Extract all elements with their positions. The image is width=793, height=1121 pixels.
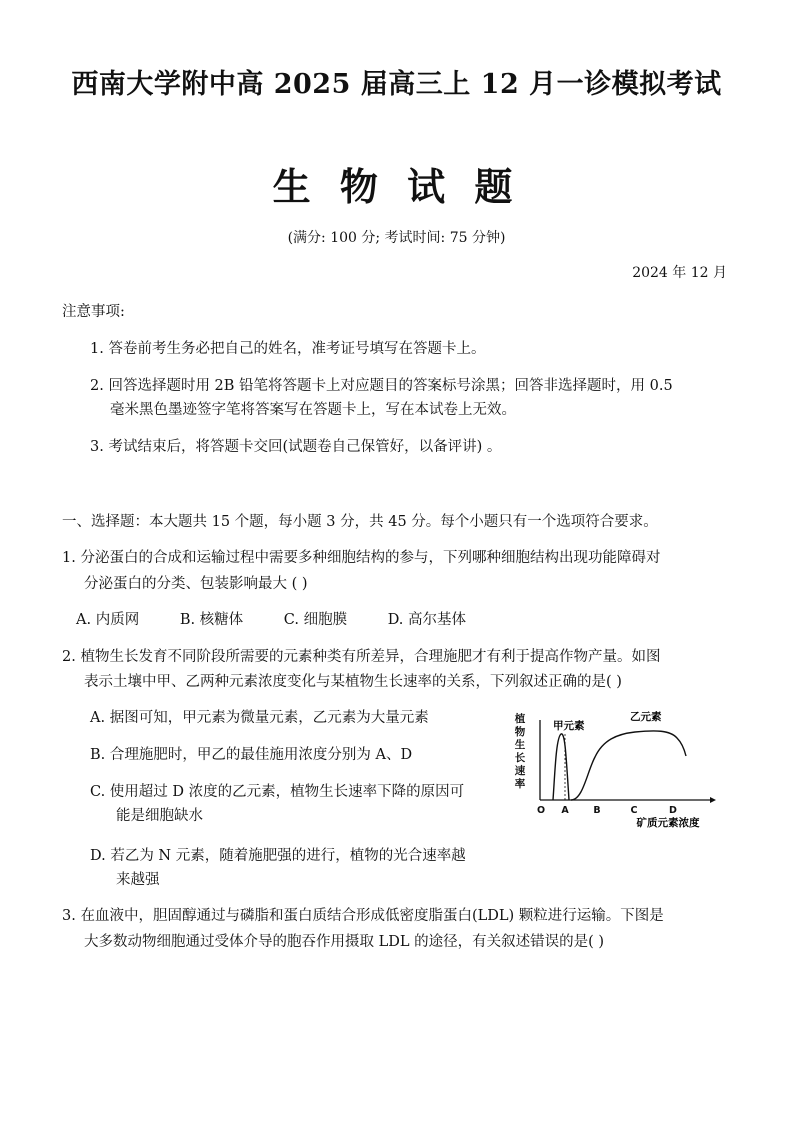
y-label-char: 率 [514, 778, 526, 790]
origin-label: O [536, 805, 546, 816]
curve-yi [571, 731, 686, 800]
notice-item-3: 3. 考试结束后，将答题卡交回(试题卷自己保管好，以备评讲) 。 [90, 439, 502, 455]
notice-heading: 注意事项: [62, 304, 125, 320]
section-1-heading: 一、选择题：本大题共 15 个题，每小题 3 分，共 45 分。每个小题只有一个选项符合要求。 [62, 514, 658, 530]
label-yi: 乙元素 [630, 711, 662, 723]
q3-stem: 3. 在血液中，胆固醇通过与磷脂和蛋白质结合形成低密度脂蛋白(LDL) 颗粒进行运输。下图是 [62, 908, 664, 924]
subject-title: 生 物 试 题 [272, 164, 521, 209]
x-axis-label: 矿质元素浓度 [636, 817, 700, 829]
tick-label-b: B [593, 805, 601, 816]
q1-option-a: A. 内质网 [76, 612, 140, 628]
y-label-char: 植 [514, 713, 526, 725]
q1-option-b: B. 核糖体 [179, 612, 244, 628]
y-axis-label [515, 712, 526, 790]
x-axis-arrow [710, 797, 716, 803]
tick-label-d: D [669, 805, 677, 816]
q2-option-a: A. 据图可知，甲元素为微量元素，乙元素为大量元素 [90, 710, 429, 726]
q2-option-c-cont: 能是细胞缺水 [116, 808, 203, 824]
q2-option-c: C. 使用超过 D 浓度的乙元素，植物生长速率下降的原因可 [90, 784, 465, 800]
exam-title: 西南大学附中高 2025 届高三上 12 月一诊模拟考试 [71, 69, 722, 100]
tick-label-c: C [630, 805, 638, 816]
notice-item-2: 2. 回答选择题时用 2B 铅笔将答题卡上对应题目的答案标号涂黑；回答非选择题时，用 0.5 [90, 378, 673, 394]
growth-rate-figure [505, 702, 720, 832]
q2-stem: 2. 植物生长发育不同阶段所需要的元素种类有所差异，合理施肥才有利于提高作物产量。如图 [62, 649, 661, 665]
q2-stem-cont: 表示土壤中甲、乙两种元素浓度变化与某植物生长速率的关系，下列叙述正确的是( ) [84, 674, 622, 690]
q2-option-d: D. 若乙为 N 元素，随着施肥强的进行，植物的光合速率越 [90, 848, 466, 864]
score-info: (满分: 100 分; 考试时间: 75 分钟) [287, 230, 506, 246]
q1-option-c: C. 细胞膜 [283, 612, 348, 628]
label-jia: 甲元素 [553, 720, 585, 732]
q1-stem-cont: 分泌蛋白的分类、包装影响最大 ( ) [84, 576, 308, 592]
exam-date: 2024 年 12 月 [632, 265, 727, 281]
y-label-char: 物 [514, 726, 526, 738]
curve-jia [553, 734, 569, 800]
q1-options [76, 610, 502, 630]
q1-option-d: D. 高尔基体 [387, 612, 467, 628]
y-label-char: 生 [514, 739, 526, 751]
q2-option-d-cont: 来越强 [116, 872, 160, 888]
notice-item-2-cont: 毫米黑色墨迹签字笔将答案写在答题卡上，写在本试卷上无效。 [110, 402, 516, 418]
tick-label-a: A [561, 805, 569, 816]
y-label-char: 长 [514, 752, 526, 764]
q2-option-b: B. 合理施肥时，甲乙的最佳施用浓度分别为 A、D [90, 747, 413, 763]
y-label-char: 速 [514, 765, 526, 777]
q1-stem: 1. 分泌蛋白的合成和运输过程中需要多种细胞结构的参与，下列哪种细胞结构出现功能障碍对 [62, 550, 661, 566]
notice-item-1: 1. 答卷前考生务必把自己的姓名，准考证号填写在答题卡上。 [90, 341, 486, 357]
q3-stem-cont: 大多数动物细胞通过受体介导的胞吞作用摄取 LDL 的途径，有关叙述错误的是( ) [84, 934, 605, 950]
